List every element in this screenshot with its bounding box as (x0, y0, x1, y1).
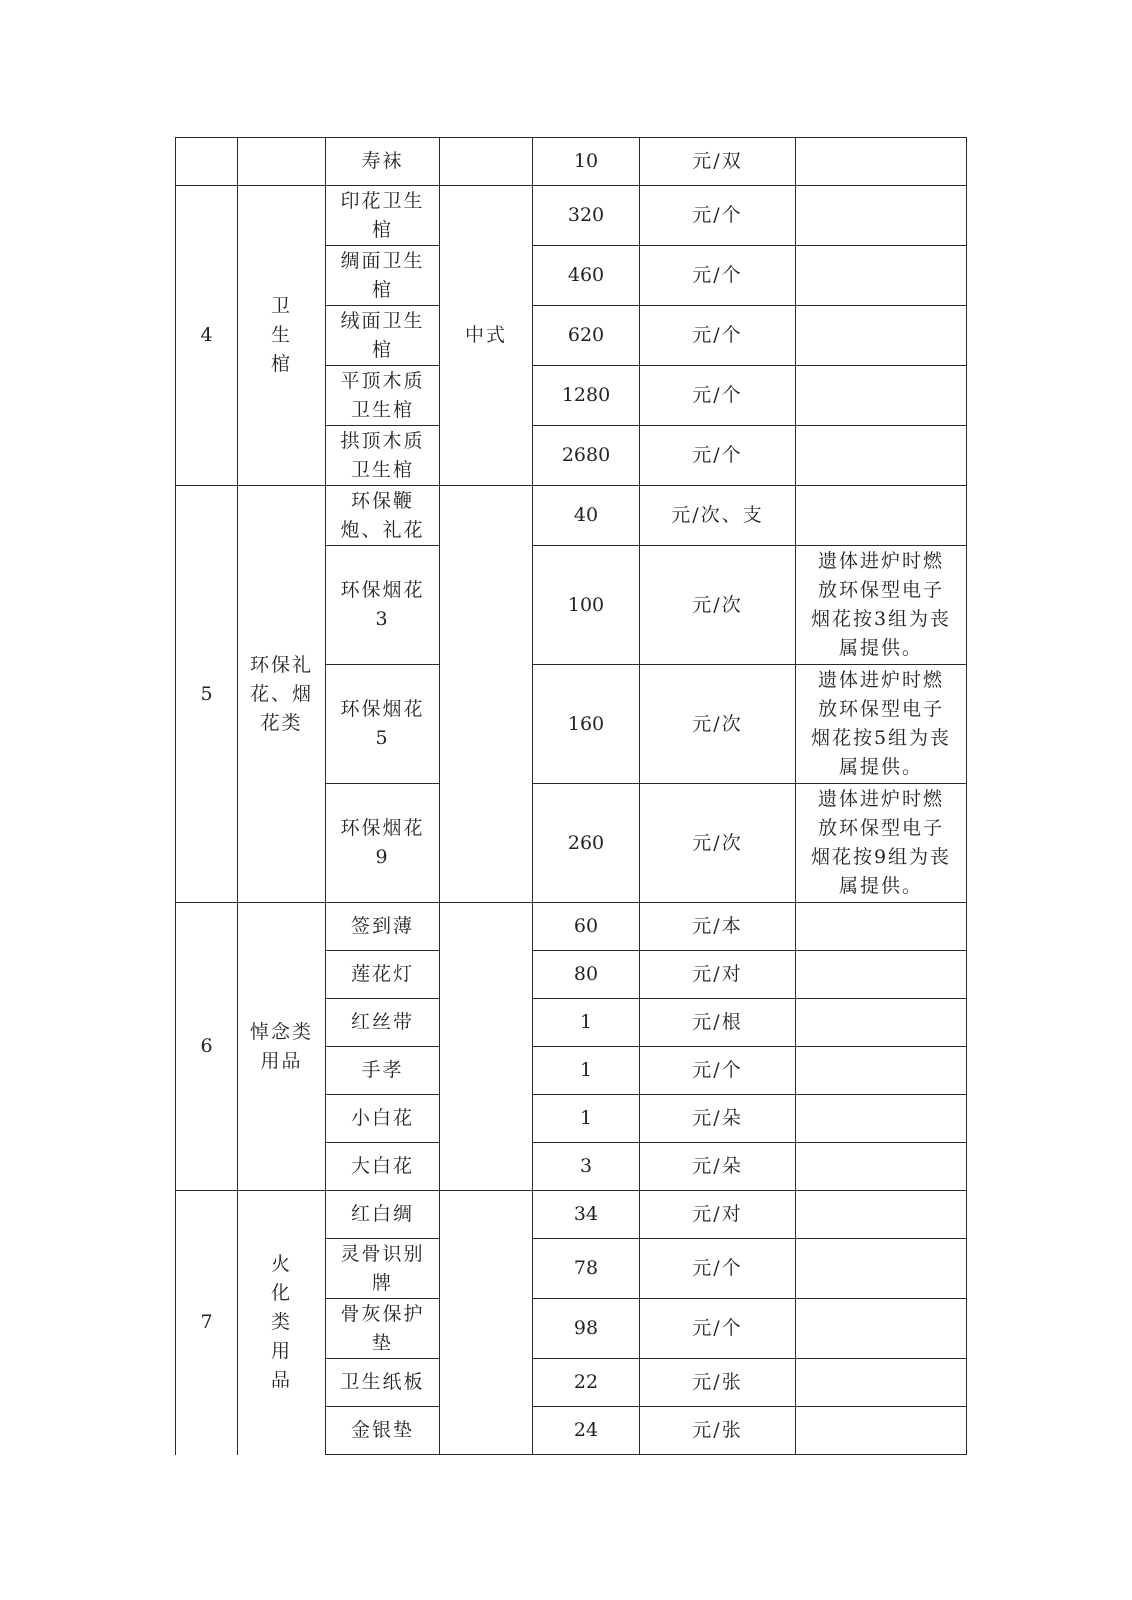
unit-cell: 元/个 (640, 426, 796, 486)
unit-cell: 元/个 (640, 246, 796, 306)
unit-cell: 元/本 (640, 903, 796, 951)
item-name: 绒面卫生棺 (326, 306, 440, 366)
group-category: 环保礼花、烟花类 (238, 486, 326, 903)
note-cell (796, 1359, 967, 1407)
group-number: 5 (176, 486, 238, 903)
item-name: 红白绸 (326, 1191, 440, 1239)
note-cell (796, 138, 967, 186)
item-name: 小白花 (326, 1095, 440, 1143)
note-cell (796, 366, 967, 426)
note-cell (796, 426, 967, 486)
group-category: 卫生棺 (238, 186, 326, 486)
price-cell: 320 (533, 186, 640, 246)
price-cell: 460 (533, 246, 640, 306)
note-cell (796, 1095, 967, 1143)
note-cell: 遗体进炉时燃放环保型电子烟花按3组为丧属提供。 (796, 546, 967, 665)
unit-cell: 元/朵 (640, 1143, 796, 1191)
unit-cell: 元/对 (640, 951, 796, 999)
unit-cell: 元/张 (640, 1407, 796, 1455)
item-name: 金银垫 (326, 1407, 440, 1455)
spec-cell (440, 138, 533, 186)
unit-cell: 元/张 (640, 1359, 796, 1407)
price-cell: 10 (533, 138, 640, 186)
price-cell: 60 (533, 903, 640, 951)
group-number: 4 (176, 186, 238, 486)
price-table (175, 137, 967, 1455)
item-name: 莲花灯 (326, 951, 440, 999)
unit-cell: 元/次 (640, 546, 796, 665)
note-cell: 遗体进炉时燃放环保型电子烟花按5组为丧属提供。 (796, 665, 967, 784)
price-cell: 24 (533, 1407, 640, 1455)
unit-cell: 元/对 (640, 1191, 796, 1239)
price-cell: 2680 (533, 426, 640, 486)
no-cell (176, 138, 238, 186)
note-cell (796, 999, 967, 1047)
note-cell (796, 306, 967, 366)
price-cell: 620 (533, 306, 640, 366)
note-cell (796, 246, 967, 306)
unit-cell: 元/次、支 (640, 486, 796, 546)
item-name: 红丝带 (326, 999, 440, 1047)
group-number: 6 (176, 903, 238, 1191)
note-cell (796, 186, 967, 246)
item-name: 签到薄 (326, 903, 440, 951)
price-cell: 80 (533, 951, 640, 999)
spec-cell (440, 486, 533, 903)
table-row (176, 138, 967, 186)
unit-cell: 元/次 (640, 665, 796, 784)
unit-cell: 元/朵 (640, 1095, 796, 1143)
price-cell: 3 (533, 1143, 640, 1191)
item-name: 环保烟花9 (326, 784, 440, 903)
unit-cell: 元/个 (640, 1047, 796, 1095)
unit-cell: 元/个 (640, 306, 796, 366)
note-cell (796, 951, 967, 999)
spec-cell (440, 903, 533, 1191)
price-cell: 40 (533, 486, 640, 546)
price-cell: 34 (533, 1191, 640, 1239)
price-cell: 78 (533, 1239, 640, 1299)
item-name: 骨灰保护垫 (326, 1299, 440, 1359)
note-cell (796, 1143, 967, 1191)
group-category: 悼念类用品 (238, 903, 326, 1191)
price-cell: 1280 (533, 366, 640, 426)
item-name: 手孝 (326, 1047, 440, 1095)
item-name: 灵骨识别牌 (326, 1239, 440, 1299)
item-name: 环保鞭炮、礼花 (326, 486, 440, 546)
unit-cell: 元/个 (640, 186, 796, 246)
item-name: 拱顶木质卫生棺 (326, 426, 440, 486)
table-row (176, 1191, 967, 1239)
note-cell (796, 486, 967, 546)
note-cell (796, 1239, 967, 1299)
note-cell (796, 1047, 967, 1095)
note-cell (796, 1407, 967, 1455)
unit-cell: 元/个 (640, 366, 796, 426)
item-name: 大白花 (326, 1143, 440, 1191)
note-cell (796, 1299, 967, 1359)
price-cell: 100 (533, 546, 640, 665)
group-number: 7 (176, 1191, 238, 1455)
item-name: 环保烟花3 (326, 546, 440, 665)
table-row (176, 486, 967, 546)
unit-cell: 元/个 (640, 1239, 796, 1299)
price-cell: 260 (533, 784, 640, 903)
unit-cell: 元/个 (640, 1299, 796, 1359)
item-name: 卫生纸板 (326, 1359, 440, 1407)
note-cell: 遗体进炉时燃放环保型电子烟花按9组为丧属提供。 (796, 784, 967, 903)
item-name: 绸面卫生棺 (326, 246, 440, 306)
note-cell (796, 1191, 967, 1239)
spec-cell: 中式 (440, 186, 533, 486)
price-cell: 98 (533, 1299, 640, 1359)
table-row (176, 186, 967, 246)
unit-cell: 元/次 (640, 784, 796, 903)
category-cell (238, 138, 326, 186)
item-name: 印花卫生棺 (326, 186, 440, 246)
item-name: 环保烟花5 (326, 665, 440, 784)
spec-cell (440, 1191, 533, 1455)
note-cell (796, 903, 967, 951)
group-category: 火化类用品 (238, 1191, 326, 1455)
item-name: 平顶木质卫生棺 (326, 366, 440, 426)
price-cell: 1 (533, 1095, 640, 1143)
price-cell: 22 (533, 1359, 640, 1407)
unit-cell: 元/根 (640, 999, 796, 1047)
item-name: 寿袜 (326, 138, 440, 186)
price-cell: 1 (533, 999, 640, 1047)
table-row (176, 903, 967, 951)
price-cell: 1 (533, 1047, 640, 1095)
price-cell: 160 (533, 665, 640, 784)
unit-cell: 元/双 (640, 138, 796, 186)
